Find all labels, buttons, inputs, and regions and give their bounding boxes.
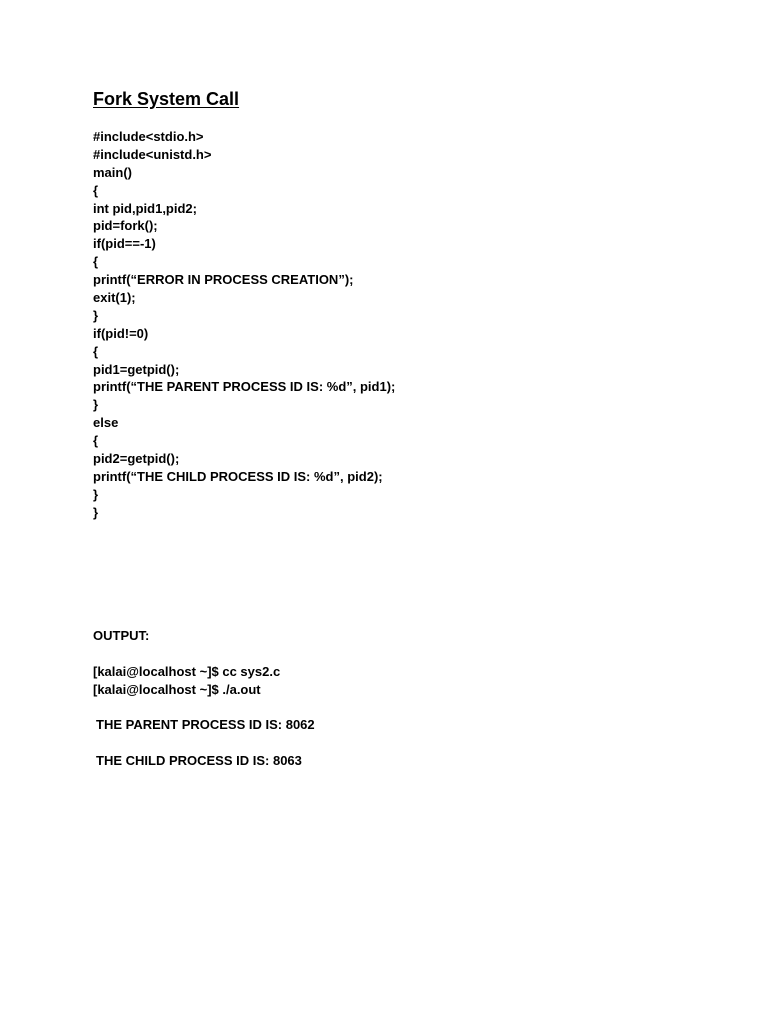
code-line: } <box>93 486 99 502</box>
code-line: pid2=getpid(); <box>93 451 180 467</box>
code-line: { <box>93 433 99 449</box>
code-line: main() <box>93 164 132 180</box>
code-line: { <box>93 254 99 270</box>
code-line: exit(1); <box>93 290 136 306</box>
code-line: } <box>93 397 99 413</box>
code-line: int pid,pid1,pid2; <box>93 200 197 216</box>
code-line: #include<stdio.h> <box>93 129 204 144</box>
parent-process-output: THE PARENT PROCESS ID IS: 8062 <box>96 717 315 732</box>
code-listing <box>93 128 395 522</box>
code-line: else <box>93 415 119 431</box>
code-line: if(pid==-1) <box>93 236 156 252</box>
code-line: { <box>93 182 99 198</box>
code-line: pid=fork(); <box>93 218 158 234</box>
document-title: Fork System Call <box>93 89 240 109</box>
code-line: } <box>93 504 99 520</box>
code-line: printf(“ERROR IN PROCESS CREATION”); <box>93 272 354 288</box>
code-line: pid1=getpid(); <box>93 361 180 377</box>
code-line: if(pid!=0) <box>93 325 149 341</box>
code-line: { <box>93 343 99 359</box>
code-line: } <box>93 307 99 323</box>
code-line: printf(“THE CHILD PROCESS ID IS: %d”, pid2); <box>93 468 383 484</box>
output-heading: OUTPUT: <box>93 628 150 643</box>
terminal-line: [kalai@localhost ~]$ ./a.out <box>93 681 261 697</box>
code-line: printf(“THE PARENT PROCESS ID IS: %d”, pid1); <box>93 379 396 395</box>
terminal-commands <box>93 663 280 699</box>
terminal-line: [kalai@localhost ~]$ cc sys2.c <box>93 664 281 679</box>
child-process-output: THE CHILD PROCESS ID IS: 8063 <box>96 753 302 768</box>
code-line: #include<unistd.h> <box>93 146 212 162</box>
